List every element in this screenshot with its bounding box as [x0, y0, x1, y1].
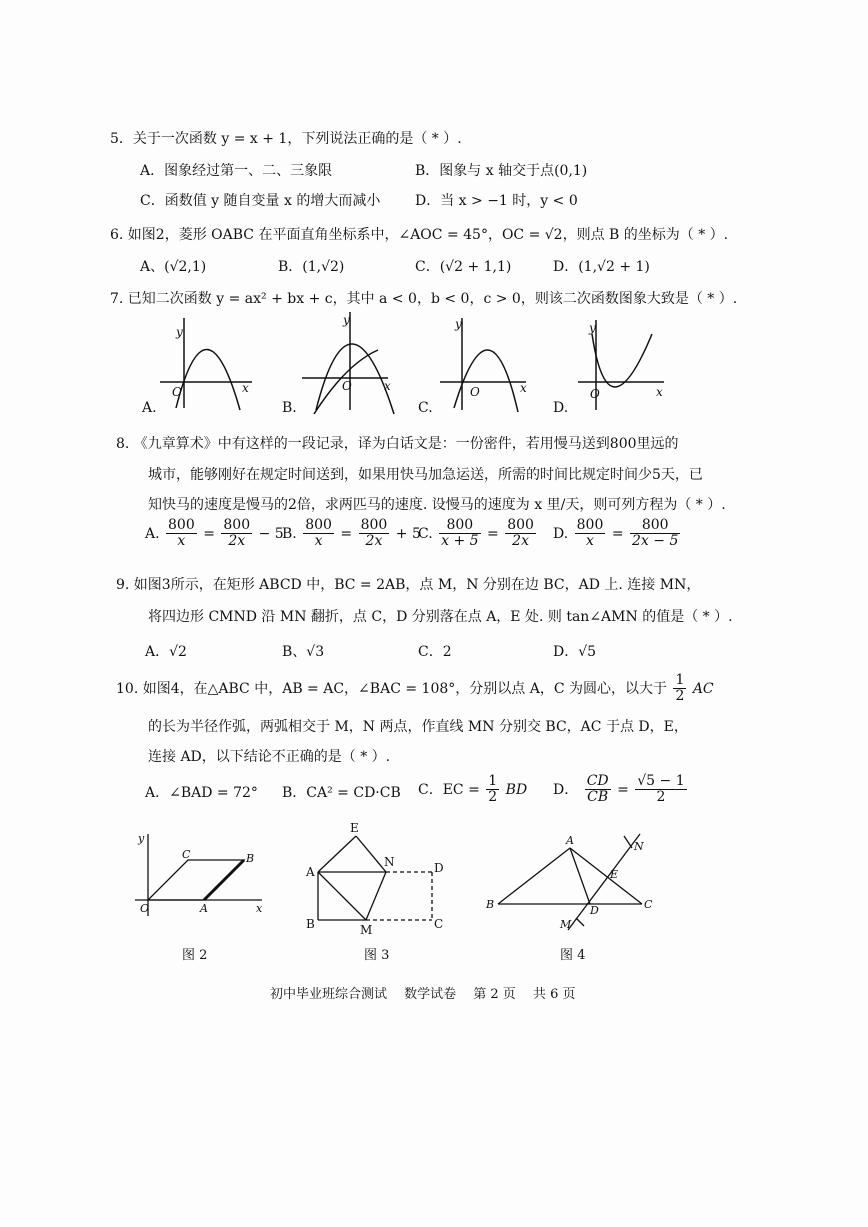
q8-option-c [418, 518, 538, 550]
svg-text:x: x [520, 381, 527, 395]
frac-num: 800 [360, 517, 388, 533]
frac-den: x [586, 533, 594, 550]
figure-3 [300, 820, 460, 940]
frac-den: 2x [228, 533, 246, 550]
q8-option-d [553, 518, 682, 550]
frac-num: 1 [675, 672, 685, 688]
svg-text:B: B [486, 898, 495, 911]
q8-option-a-label: A. [145, 525, 160, 542]
svg-text:O: O [342, 379, 352, 393]
svg-text:N: N [634, 840, 644, 853]
frac-den: 2 [488, 789, 498, 806]
q9-line2: 将四边形 CMND 沿 MN 翻折，点 C，D 分别落在点 A，E 处. 则 tan∠AMN 的值是（ * ）. [148, 609, 733, 625]
svg-text:E: E [350, 821, 359, 835]
svg-text:B: B [246, 852, 255, 865]
q5-option-b: B．图象与 x 轴交于点(0,1) [415, 163, 588, 179]
svg-text:y: y [138, 832, 145, 845]
svg-text:B: B [306, 917, 315, 931]
q10-line1-text: 10. 如图4，在△ABC 中，AB = AC，∠BAC = 108°，分别以点 A，C 为圆心，以大于 [116, 680, 667, 697]
figure-4-caption: 图 4 [560, 948, 586, 963]
q8-option-a [145, 518, 284, 550]
frac-den: 2 [675, 688, 685, 705]
q8-option-b-label: B. [282, 525, 297, 542]
frac-den: x + 5 [441, 533, 479, 550]
svg-text:C: C [644, 898, 653, 911]
q7-label-b: B. [282, 400, 297, 416]
svg-text:y: y [176, 325, 183, 339]
svg-text:N: N [384, 855, 395, 869]
q10-option-d [553, 774, 689, 806]
svg-text:x: x [656, 385, 663, 399]
frac-den: 2x [512, 533, 529, 550]
svg-text:E: E [610, 868, 619, 881]
q6-option-d: D．(1,√2 + 1) [553, 259, 650, 275]
q5-stem: 5．关于一次函数 y = x + 1，下列说法正确的是（ * ）. [110, 131, 462, 147]
svg-text:y: y [455, 317, 462, 331]
q7-label-d: D. [553, 400, 569, 416]
q7-stem: 7. 已知二次函数 y = ax² + bx + c，其中 a < 0，b < 0，c > 0，则该二次函数图象大致是（ * ）. [110, 291, 738, 307]
frac-num: 800 [576, 517, 604, 533]
q9-option-d: D．√5 [553, 644, 597, 660]
frac-num: 800 [168, 517, 195, 533]
frac-den: 2x − 5 [632, 533, 679, 550]
frac-den: 2x [365, 533, 383, 550]
q10-line1-ac: AC [692, 680, 714, 697]
frac-num: CD [586, 773, 609, 789]
svg-text:O: O [470, 385, 480, 399]
svg-text:y: y [589, 321, 596, 335]
q6-stem: 6. 如图2，菱形 OABC 在平面直角坐标系中，∠AOC = 45°，OC = √2，则点 B 的坐标为（ * ）. [110, 227, 729, 243]
svg-text:O: O [172, 385, 182, 399]
q5-option-c: C．函数值 y 随自变量 x 的增大而减小 [140, 193, 381, 209]
q10-line2: 的长为半径作弧，两弧相交于 M，N 两点，作直线 MN 分别交 BC，AC 于点 D，E， [148, 719, 688, 735]
q6-option-a: A、(√2,1) [140, 259, 207, 275]
frac-num: 800 [507, 517, 534, 533]
figure-4 [480, 822, 670, 932]
svg-text:x: x [242, 381, 249, 395]
figure-2 [130, 828, 270, 918]
q7-label-c: C. [418, 400, 433, 416]
q8-line1: 8. 《九章算术》中有这样的一段记录，译为白话文是：一份密件，若用慢马送到800里远的 [116, 436, 679, 452]
plus-five: + 5 [395, 525, 421, 542]
svg-text:C: C [434, 917, 444, 931]
q5-option-d: D．当 x > −1 时，y < 0 [415, 193, 578, 209]
frac-den: CB [587, 789, 609, 806]
q10-option-c [418, 774, 527, 806]
equals: = [617, 781, 629, 798]
svg-text:A: A [566, 834, 574, 847]
q8-option-b [282, 518, 421, 550]
q8-option-c-label: C. [418, 525, 433, 542]
q9-option-c: C．2 [418, 644, 452, 660]
q7-label-a: A. [142, 400, 157, 416]
q6-option-b: B．(1,√2) [278, 259, 345, 275]
q10-option-d-label: D． [553, 781, 579, 798]
svg-text:D: D [590, 904, 599, 917]
q8-line3: 知快马的速度是慢马的2倍，求两匹马的速度. 设慢马的速度为 x 里/天，则可列方程为（ * ）. [148, 497, 726, 513]
svg-text:D: D [434, 861, 444, 875]
q9-option-a: A．√2 [145, 644, 187, 660]
figure-2-caption: 图 2 [182, 948, 208, 963]
q10-option-a: A．∠BAD = 72° [145, 785, 258, 801]
q10-option-b: B．CA² = CD·CB [282, 785, 401, 801]
q9-option-b: B、√3 [282, 644, 325, 660]
frac-num: 800 [305, 517, 332, 533]
q9-line1: 9. 如图3所示，在矩形 ABCD 中，BC = 2AB，点 M，N 分别在边 BC，AD 上. 连接 MN， [116, 577, 701, 593]
equals: = [487, 525, 499, 542]
frac-den: 2 [656, 789, 666, 806]
frac-num: 800 [223, 517, 251, 533]
frac-num: 1 [488, 773, 498, 789]
svg-text:M: M [560, 918, 572, 931]
q10-line3: 连接 AD，以下结论不正确的是（ * ）. [148, 749, 391, 765]
q6-option-c: C．(√2 + 1,1) [415, 259, 512, 275]
frac-num: 800 [439, 518, 480, 534]
svg-text:x: x [256, 902, 263, 915]
svg-text:C: C [182, 848, 191, 861]
q8-line2: 城市，能够刚好在规定时间送到，如果用快马加急运送，所需的时间比规定时间少5天，已 [148, 467, 703, 483]
equals: = [611, 525, 624, 542]
frac-num: √5 − 1 [637, 773, 685, 789]
q8-option-d-label: D. [553, 525, 569, 542]
svg-text:O: O [140, 902, 150, 915]
minus-five: − 5 [258, 525, 284, 542]
svg-text:A: A [200, 902, 208, 915]
q10-line1 [116, 673, 714, 705]
q10-option-c-bd: BD [505, 781, 528, 798]
svg-text:O: O [590, 387, 600, 401]
q5-option-a: A．图象经过第一、二、三象限 [140, 163, 333, 179]
svg-text:M: M [360, 923, 373, 937]
equals: = [340, 525, 353, 542]
svg-text:x: x [384, 379, 391, 393]
page-footer: 初中毕业班综合测试 数学试卷 第 2 页 共 6 页 [270, 987, 576, 1002]
frac-den: x [314, 533, 323, 550]
svg-text:A: A [306, 865, 315, 879]
equals: = [203, 525, 215, 542]
frac-den: x [177, 533, 186, 550]
svg-text:y: y [343, 313, 350, 327]
figure-3-caption: 图 3 [364, 948, 390, 963]
q10-option-c-label: C．EC = [418, 781, 480, 798]
frac-num: 800 [630, 518, 680, 534]
